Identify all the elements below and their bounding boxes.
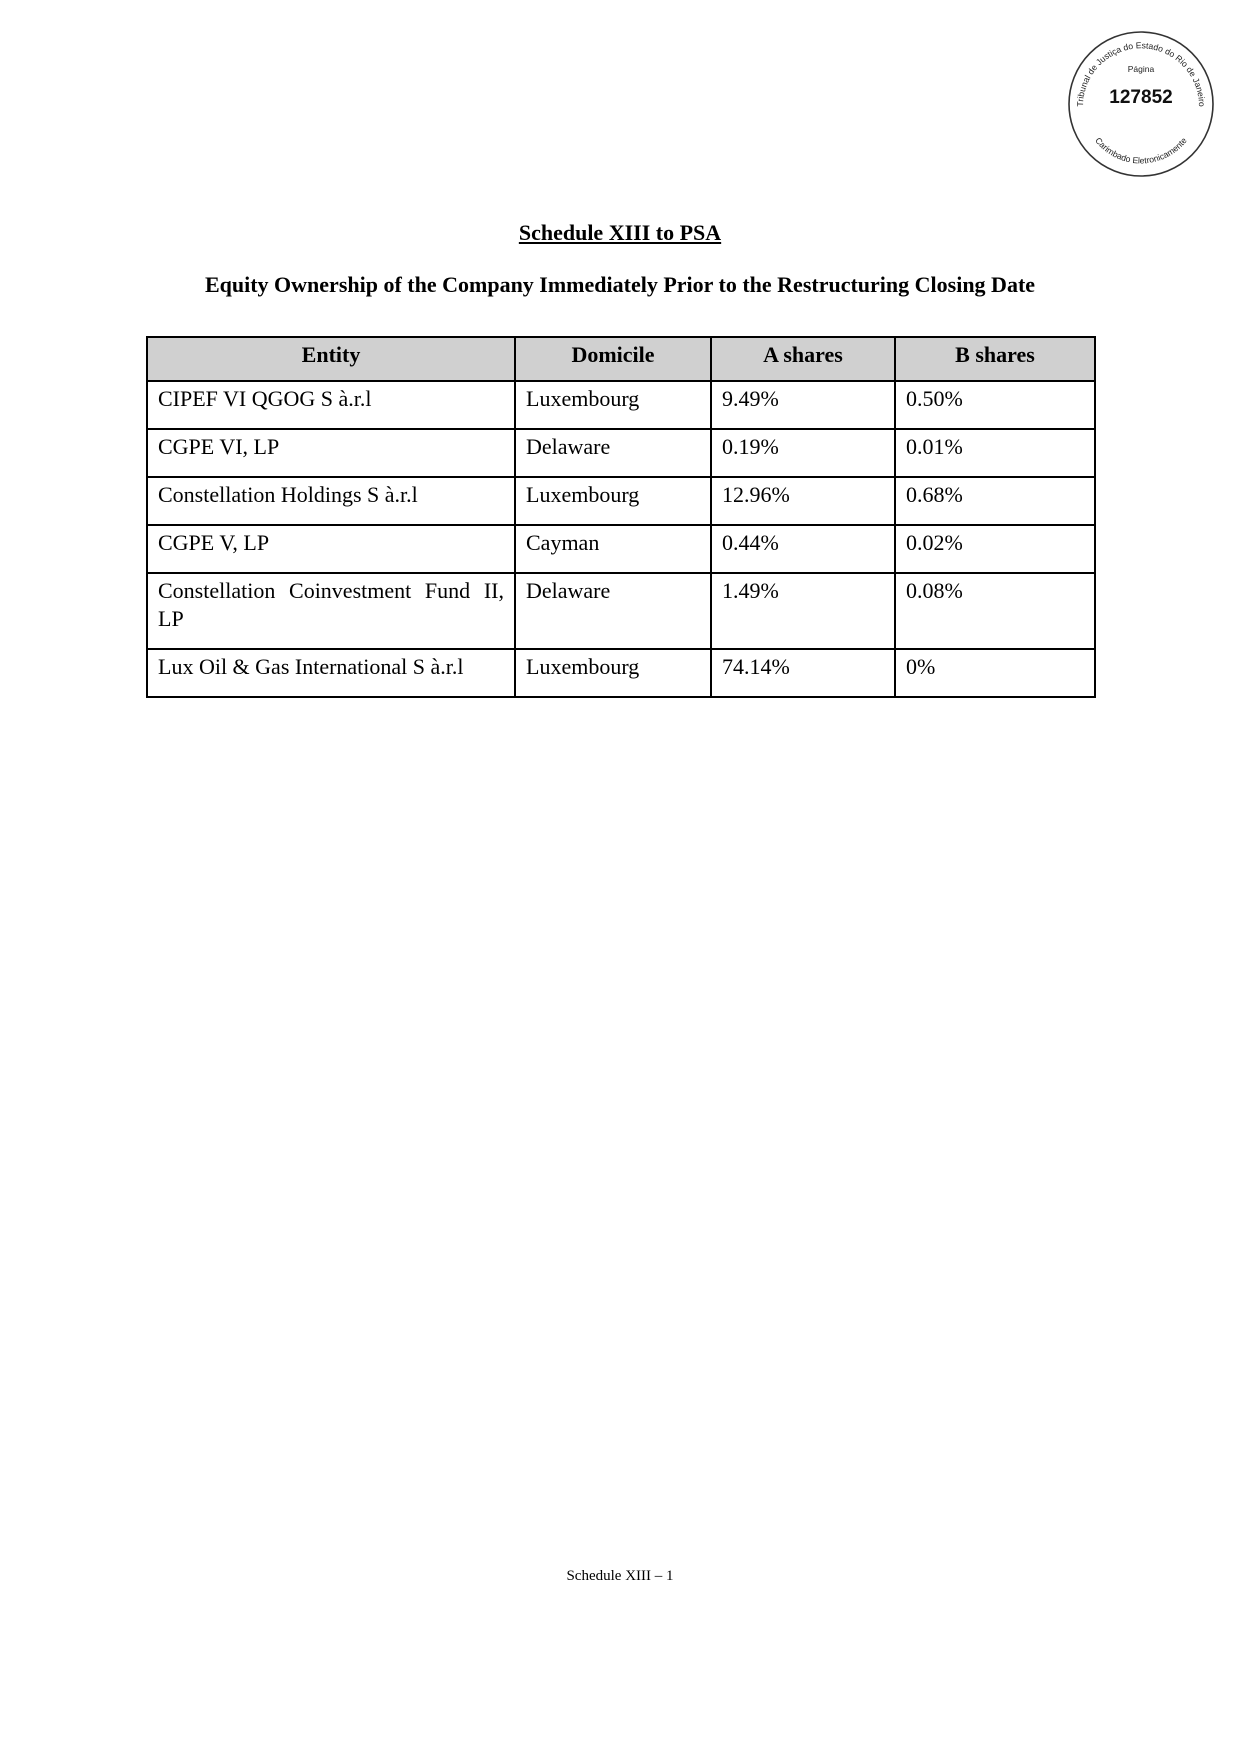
header-domicile: Domicile <box>515 337 711 381</box>
a-shares-cell: 0.44% <box>711 525 895 573</box>
stamp-seal-icon <box>1066 29 1216 179</box>
domicile-cell: Luxembourg <box>515 649 711 697</box>
header-a-shares: A shares <box>711 337 895 381</box>
stamp-ring-bottom-text: Carimbado Eletronicamente <box>1093 135 1189 166</box>
page-footer: Schedule XIII – 1 <box>566 1568 674 1584</box>
table-row <box>147 429 1095 477</box>
a-shares-cell: 12.96% <box>711 477 895 525</box>
stamp-number: 127852 <box>1109 87 1173 108</box>
table-row <box>147 573 1095 649</box>
table-row <box>147 477 1095 525</box>
a-shares-cell: 9.49% <box>711 381 895 429</box>
table-row <box>147 525 1095 573</box>
a-shares-cell: 0.19% <box>711 429 895 477</box>
domicile-cell: Luxembourg <box>515 477 711 525</box>
b-shares-cell: 0.50% <box>895 381 1095 429</box>
schedule-title: Schedule XIII to PSA <box>518 220 722 245</box>
entity-cell: Lux Oil & Gas International S à.r.l <box>147 649 515 697</box>
entity-cell: Constellation Coinvestment Fund II, LP <box>147 573 515 649</box>
header-entity: Entity <box>147 337 515 381</box>
entity-cell: Constellation Holdings S à.r.l <box>147 477 515 525</box>
domicile-cell: Cayman <box>515 525 711 573</box>
table-header-row <box>147 337 1095 381</box>
a-shares-cell: 1.49% <box>711 573 895 649</box>
b-shares-cell: 0.68% <box>895 477 1095 525</box>
b-shares-cell: 0.01% <box>895 429 1095 477</box>
a-shares-cell: 74.14% <box>711 649 895 697</box>
b-shares-cell: 0.02% <box>895 525 1095 573</box>
header-b-shares: B shares <box>895 337 1095 381</box>
court-stamp <box>1066 29 1216 179</box>
table-row <box>147 649 1095 697</box>
table-row <box>147 381 1095 429</box>
entity-cell: CGPE V, LP <box>147 525 515 573</box>
b-shares-cell: 0% <box>895 649 1095 697</box>
entity-cell: CGPE VI, LP <box>147 429 515 477</box>
equity-ownership-table <box>146 336 1096 698</box>
stamp-ring-top-text: Tribunal de Justiça do Estado do Rio de Janeiro <box>1074 40 1208 107</box>
domicile-cell: Luxembourg <box>515 381 711 429</box>
domicile-cell: Delaware <box>515 573 711 649</box>
entity-cell: CIPEF VI QGOG S à.r.l <box>147 381 515 429</box>
stamp-label: Página <box>1127 64 1155 74</box>
table-caption: Equity Ownership of the Company Immediately Prior to the Restructuring Closing Date <box>204 272 1036 297</box>
b-shares-cell: 0.08% <box>895 573 1095 649</box>
domicile-cell: Delaware <box>515 429 711 477</box>
